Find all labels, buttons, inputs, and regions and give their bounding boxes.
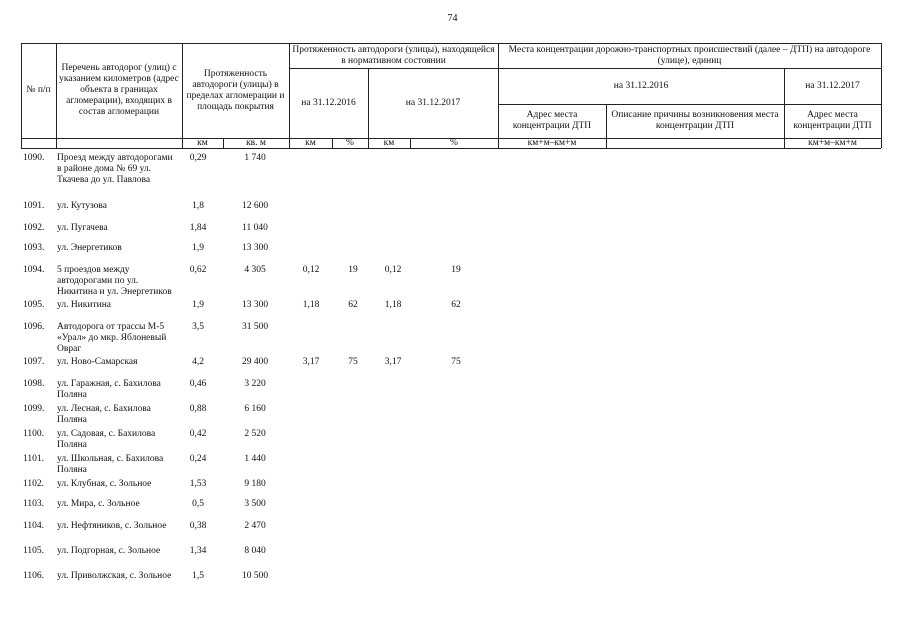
length-km: 1,84 <box>189 223 207 233</box>
area-sqm: 12 600 <box>241 201 269 211</box>
unit-sqm: кв. м <box>246 137 266 148</box>
row-number: 1097. <box>23 357 45 367</box>
normative-pct-2016: 62 <box>348 300 358 310</box>
row-number: 1096. <box>23 322 45 332</box>
row-number: 1091. <box>23 201 45 211</box>
area-sqm: 2 520 <box>244 429 266 439</box>
unit-addr16: км+м–км+м <box>527 137 577 148</box>
length-km: 1,9 <box>192 243 204 253</box>
area-sqm: 13 300 <box>241 300 269 310</box>
area-sqm: 1 440 <box>244 454 266 464</box>
row-number: 1103. <box>23 499 45 509</box>
unit-nkm17: км <box>383 137 395 148</box>
header-dtp-addr-2016: Адрес места концентрации ДТП <box>512 110 592 131</box>
road-name: Проезд между автодорогами в районе дома № 69 ул. Ткачева до ул. Павлова <box>57 153 173 185</box>
border-right <box>881 43 882 148</box>
normative-km-2017: 1,18 <box>384 300 402 310</box>
length-km: 1,53 <box>189 479 207 489</box>
row-number: 1105. <box>23 546 45 556</box>
road-name: ул. Подгорная, с. Зольное <box>57 546 161 556</box>
area-sqm: 11 040 <box>242 223 268 233</box>
road-name: ул. Приволжская, с. Зольное <box>57 571 172 581</box>
normative-pct-2017: 62 <box>451 300 461 310</box>
row-number: 1093. <box>23 243 45 253</box>
header-dtp-reason-2016: Описание причины возникновения места концентрации ДТП <box>611 110 779 131</box>
area-sqm: 6 160 <box>244 404 266 414</box>
length-km: 1,8 <box>192 201 204 211</box>
road-name: ул. Лесная, с. Бахилова Поляна <box>57 404 151 425</box>
length-km: 1,5 <box>192 571 204 581</box>
row-number: 1102. <box>23 479 45 489</box>
area-sqm: 3 500 <box>244 499 266 509</box>
header-num: № п/п <box>26 85 51 95</box>
area-sqm: 29 400 <box>241 357 269 367</box>
normative-km-2017: 0,12 <box>384 265 402 275</box>
normative-km-2017: 3,17 <box>384 357 402 367</box>
normative-pct-2016: 19 <box>348 265 358 275</box>
unit-nkm16: км <box>305 137 316 148</box>
header-dtp-2017: на 31.12.2017 <box>805 80 860 91</box>
row-number: 1099. <box>23 404 45 414</box>
row-number: 1098. <box>23 379 45 389</box>
road-name: ул. Мира, с. Зольное <box>57 499 140 509</box>
row-number: 1095. <box>23 300 45 310</box>
area-sqm: 1 740 <box>244 153 266 163</box>
road-name: ул. Клубная, с. Зольное <box>57 479 152 489</box>
road-name: ул. Ново-Самарская <box>57 357 138 367</box>
length-km: 1,9 <box>192 300 204 310</box>
unit-pct17: % <box>450 137 458 148</box>
header-dtp-2016: на 31.12.2016 <box>613 80 669 91</box>
unit-addr17: км+м–км+м <box>808 137 857 148</box>
area-sqm: 4 305 <box>244 265 266 275</box>
row-number: 1106. <box>23 571 45 581</box>
area-sqm: 2 470 <box>244 521 266 531</box>
header-dtp-addr-2017: Адрес места концентрации ДТП <box>793 110 872 131</box>
unit-pct16: % <box>346 137 354 148</box>
normative-km-2016: 0,12 <box>302 265 320 275</box>
normative-km-2016: 1,18 <box>302 300 320 310</box>
area-sqm: 8 040 <box>244 546 266 556</box>
road-name: ул. Энергетиков <box>57 243 122 253</box>
row-number: 1104. <box>23 521 45 531</box>
page-number: 74 <box>447 13 458 24</box>
header-normative-2017: на 31.12.2017 <box>405 97 461 108</box>
road-name: ул. Кутузова <box>57 201 107 211</box>
row-number: 1094. <box>23 265 45 275</box>
table-header <box>0 0 905 150</box>
length-km: 0,29 <box>189 153 207 163</box>
header-normative-2016: на 31.12.2016 <box>301 97 356 108</box>
normative-pct-2017: 19 <box>451 265 461 275</box>
normative-km-2016: 3,17 <box>302 357 320 367</box>
length-km: 4,2 <box>192 357 204 367</box>
road-name: ул. Гаражная, с. Бахилова Поляна <box>57 379 161 400</box>
row-number: 1101. <box>23 454 45 464</box>
length-km: 0,24 <box>189 454 207 464</box>
row-number: 1100. <box>23 429 45 439</box>
row-number: 1092. <box>23 223 45 233</box>
length-km: 0,62 <box>189 265 207 275</box>
area-sqm: 31 500 <box>241 322 269 332</box>
length-km: 0,88 <box>189 404 207 414</box>
area-sqm: 13 300 <box>241 243 269 253</box>
road-name: ул. Пугачева <box>57 223 108 233</box>
length-km: 0,38 <box>189 521 207 531</box>
header-normative: Протяженность автодороги (улицы), находящейся в нормативном состоянии <box>292 44 495 66</box>
road-name: ул. Школьная, с. Бахилова Поляна <box>57 454 164 475</box>
length-km: 1,34 <box>189 546 207 556</box>
header-dtp: Места концентрации дорожно-транспортных происшествий (далее – ДТП) на автодороге (улице), единиц <box>508 44 871 66</box>
road-name: Автодорога от трассы М-5 «Урал» до мкр. Яблоневый Овраг <box>57 322 167 354</box>
header-length: Протяженность автодороги (улицы) в пределах агломерации и площадь покрытия <box>186 68 285 112</box>
normative-pct-2017: 75 <box>451 357 461 367</box>
normative-pct-2016: 75 <box>348 357 358 367</box>
unit-km: км <box>197 137 208 148</box>
area-sqm: 9 180 <box>244 479 266 489</box>
road-name: ул. Никитина <box>57 300 112 310</box>
header-list: Перечень автодорог (улиц) с указанием километров (адрес объекта в границах агломерации), входящих в состав агломерации <box>59 63 179 117</box>
area-sqm: 3 220 <box>244 379 266 389</box>
length-km: 3,5 <box>192 322 204 332</box>
row-number: 1090. <box>23 153 45 163</box>
length-km: 0,42 <box>189 429 207 439</box>
length-km: 0,46 <box>189 379 207 389</box>
road-name: 5 проездов между автодорогами по ул. Никитина и ул. Энергетиков <box>57 265 172 297</box>
area-sqm: 10 500 <box>241 571 269 581</box>
road-name: ул. Садовая, с. Бахилова Поляна <box>57 429 156 450</box>
length-km: 0,5 <box>192 499 204 509</box>
road-name: ул. Нефтяников, с. Зольное <box>57 521 167 531</box>
